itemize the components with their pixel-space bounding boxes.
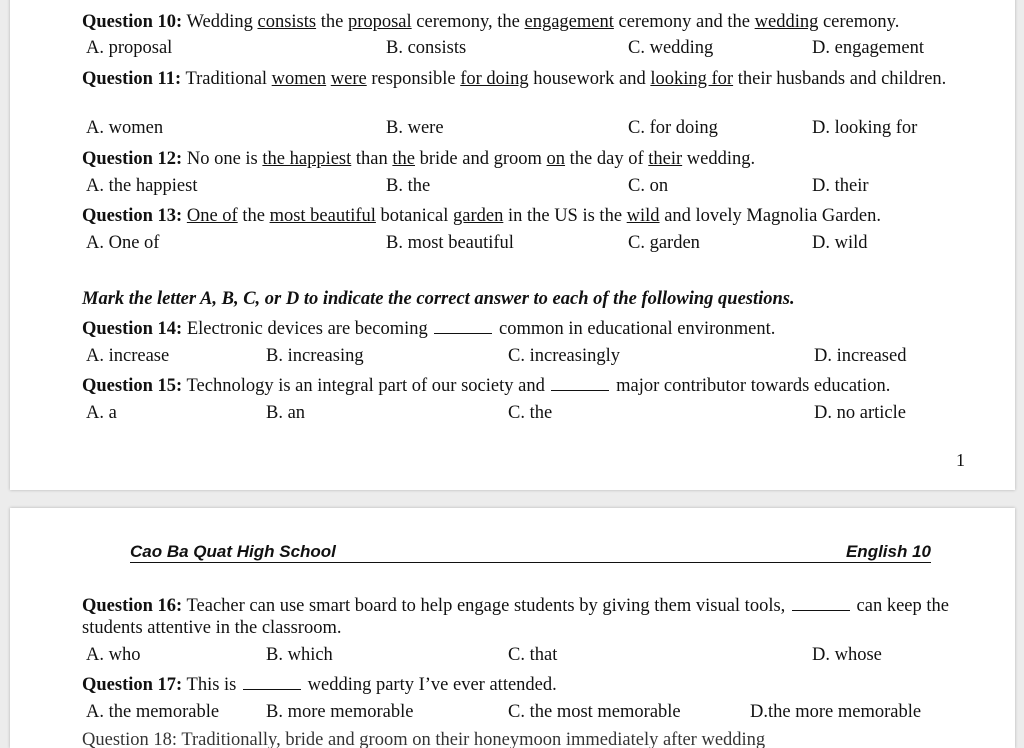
option-d[interactable]: D. increased — [814, 346, 907, 366]
underlined-part-b: proposal — [347, 12, 412, 32]
question-11: Question 11: Traditional women were responsible for doing housework and looking for their husbands and children. — [82, 69, 947, 89]
answer-blank — [243, 675, 301, 690]
document-page-2 — [10, 508, 1015, 748]
underlined-part-a: women — [271, 69, 327, 89]
option-c[interactable]: C. increasingly — [508, 346, 621, 366]
underlined-part-a: consists — [257, 12, 317, 32]
question-number: Question 13: — [82, 206, 183, 226]
option-b[interactable]: B. most beautiful — [386, 233, 514, 253]
option-c[interactable]: C. on — [628, 176, 669, 196]
question-number: Question 12: — [82, 149, 183, 169]
question-number: Question 15: — [82, 376, 183, 396]
option-a[interactable]: A. One of — [86, 233, 160, 253]
question-13-options — [10, 233, 1015, 255]
option-d[interactable]: D. no article — [814, 403, 906, 423]
option-a[interactable]: A. a — [86, 403, 117, 423]
option-c[interactable]: C. the most memorable — [508, 702, 681, 722]
underlined-part-b: most beautiful — [269, 206, 376, 226]
option-a[interactable]: A. the happiest — [86, 176, 198, 196]
underlined-part-d: wedding — [754, 12, 819, 32]
question-number: Question 16: — [82, 596, 183, 616]
option-a[interactable]: A. who — [86, 645, 141, 665]
option-a[interactable]: A. the memorable — [86, 702, 220, 722]
underlined-part-a: One of — [186, 206, 238, 226]
option-d[interactable]: D. wild — [812, 233, 868, 253]
option-b[interactable]: B. were — [386, 118, 444, 138]
option-d[interactable]: D. engagement — [812, 38, 924, 58]
question-18-partial: Question 18: Traditionally, bride and groom on their honeymoon immediately after wedding — [82, 730, 766, 748]
question-number: Question 14: — [82, 319, 183, 339]
question-number: Question 10: — [82, 12, 183, 32]
underlined-part-d: wild — [626, 206, 660, 226]
question-16: Question 16: Teacher can use smart board to help engage students by giving them visual tools, can keep the students attentive in the classroom. — [82, 596, 949, 638]
option-d[interactable]: D. their — [812, 176, 869, 196]
option-d[interactable]: D. whose — [812, 645, 882, 665]
underlined-part-b: the — [392, 149, 415, 169]
option-b[interactable]: B. which — [266, 645, 333, 665]
header-rule — [130, 562, 931, 563]
option-d[interactable]: D. looking for — [812, 118, 918, 138]
option-a[interactable]: A. increase — [86, 346, 170, 366]
question-17-options — [10, 702, 1015, 724]
option-a[interactable]: A. proposal — [86, 38, 173, 58]
answer-blank — [792, 596, 850, 611]
option-c[interactable]: C. the — [508, 403, 553, 423]
option-b[interactable]: B. the — [386, 176, 431, 196]
header-subject: English 10 — [845, 542, 931, 561]
answer-blank — [551, 376, 609, 391]
question-15: Question 15: Technology is an integral part of our society and major contributor towards education. — [82, 376, 891, 396]
question-13: Question 13: One of the most beautiful botanical garden in the US is the wild and lovely Magnolia Garden. — [82, 206, 881, 226]
question-number: Question 17: — [82, 675, 183, 695]
underlined-part-c: on — [546, 149, 566, 169]
question-12: Question 12: No one is the happiest than the bride and groom on the day of their wedding. — [82, 149, 756, 169]
option-b[interactable]: B. an — [266, 403, 306, 423]
document-page-1 — [10, 0, 1015, 490]
underlined-part-c: for doing — [460, 69, 529, 89]
section-instruction: Mark the letter A, B, C, or D to indicate the correct answer to each of the following questions. — [82, 289, 795, 309]
option-c[interactable]: C. garden — [628, 233, 700, 253]
underlined-part-d: looking for — [650, 69, 734, 89]
question-14: Question 14: Electronic devices are becoming common in educational environment. — [82, 319, 776, 339]
option-b[interactable]: B. increasing — [266, 346, 364, 366]
question-16-options — [10, 645, 1015, 667]
question-14-options — [10, 346, 1015, 368]
option-b[interactable]: B. more memorable — [266, 702, 414, 722]
underlined-part-a: the happiest — [262, 149, 352, 169]
question-12-options — [10, 176, 1015, 198]
question-10: Question 10: Wedding consists the proposal ceremony, the engagement ceremony and the wedding ceremony. — [82, 12, 900, 32]
page-number: 1 — [956, 450, 965, 470]
question-17: Question 17: This is wedding party I’ve ever attended. — [82, 675, 557, 695]
option-a[interactable]: A. women — [86, 118, 164, 138]
underlined-part-d: their — [648, 149, 683, 169]
question-11-options — [10, 118, 1015, 140]
option-c[interactable]: C. wedding — [628, 38, 714, 58]
option-c[interactable]: C. for doing — [628, 118, 718, 138]
question-number: Question 11: — [82, 69, 182, 89]
underlined-part-c: engagement — [524, 12, 614, 32]
underlined-part-c: garden — [452, 206, 504, 226]
option-d[interactable]: D.the more memorable — [750, 702, 922, 722]
answer-blank — [434, 319, 492, 334]
option-c[interactable]: C. that — [508, 645, 558, 665]
question-15-options — [10, 403, 1015, 425]
header-school-name: Cao Ba Quat High School — [130, 542, 336, 561]
underlined-part-b: were — [330, 69, 367, 89]
question-10-options — [10, 38, 1015, 60]
option-b[interactable]: B. consists — [386, 38, 467, 58]
